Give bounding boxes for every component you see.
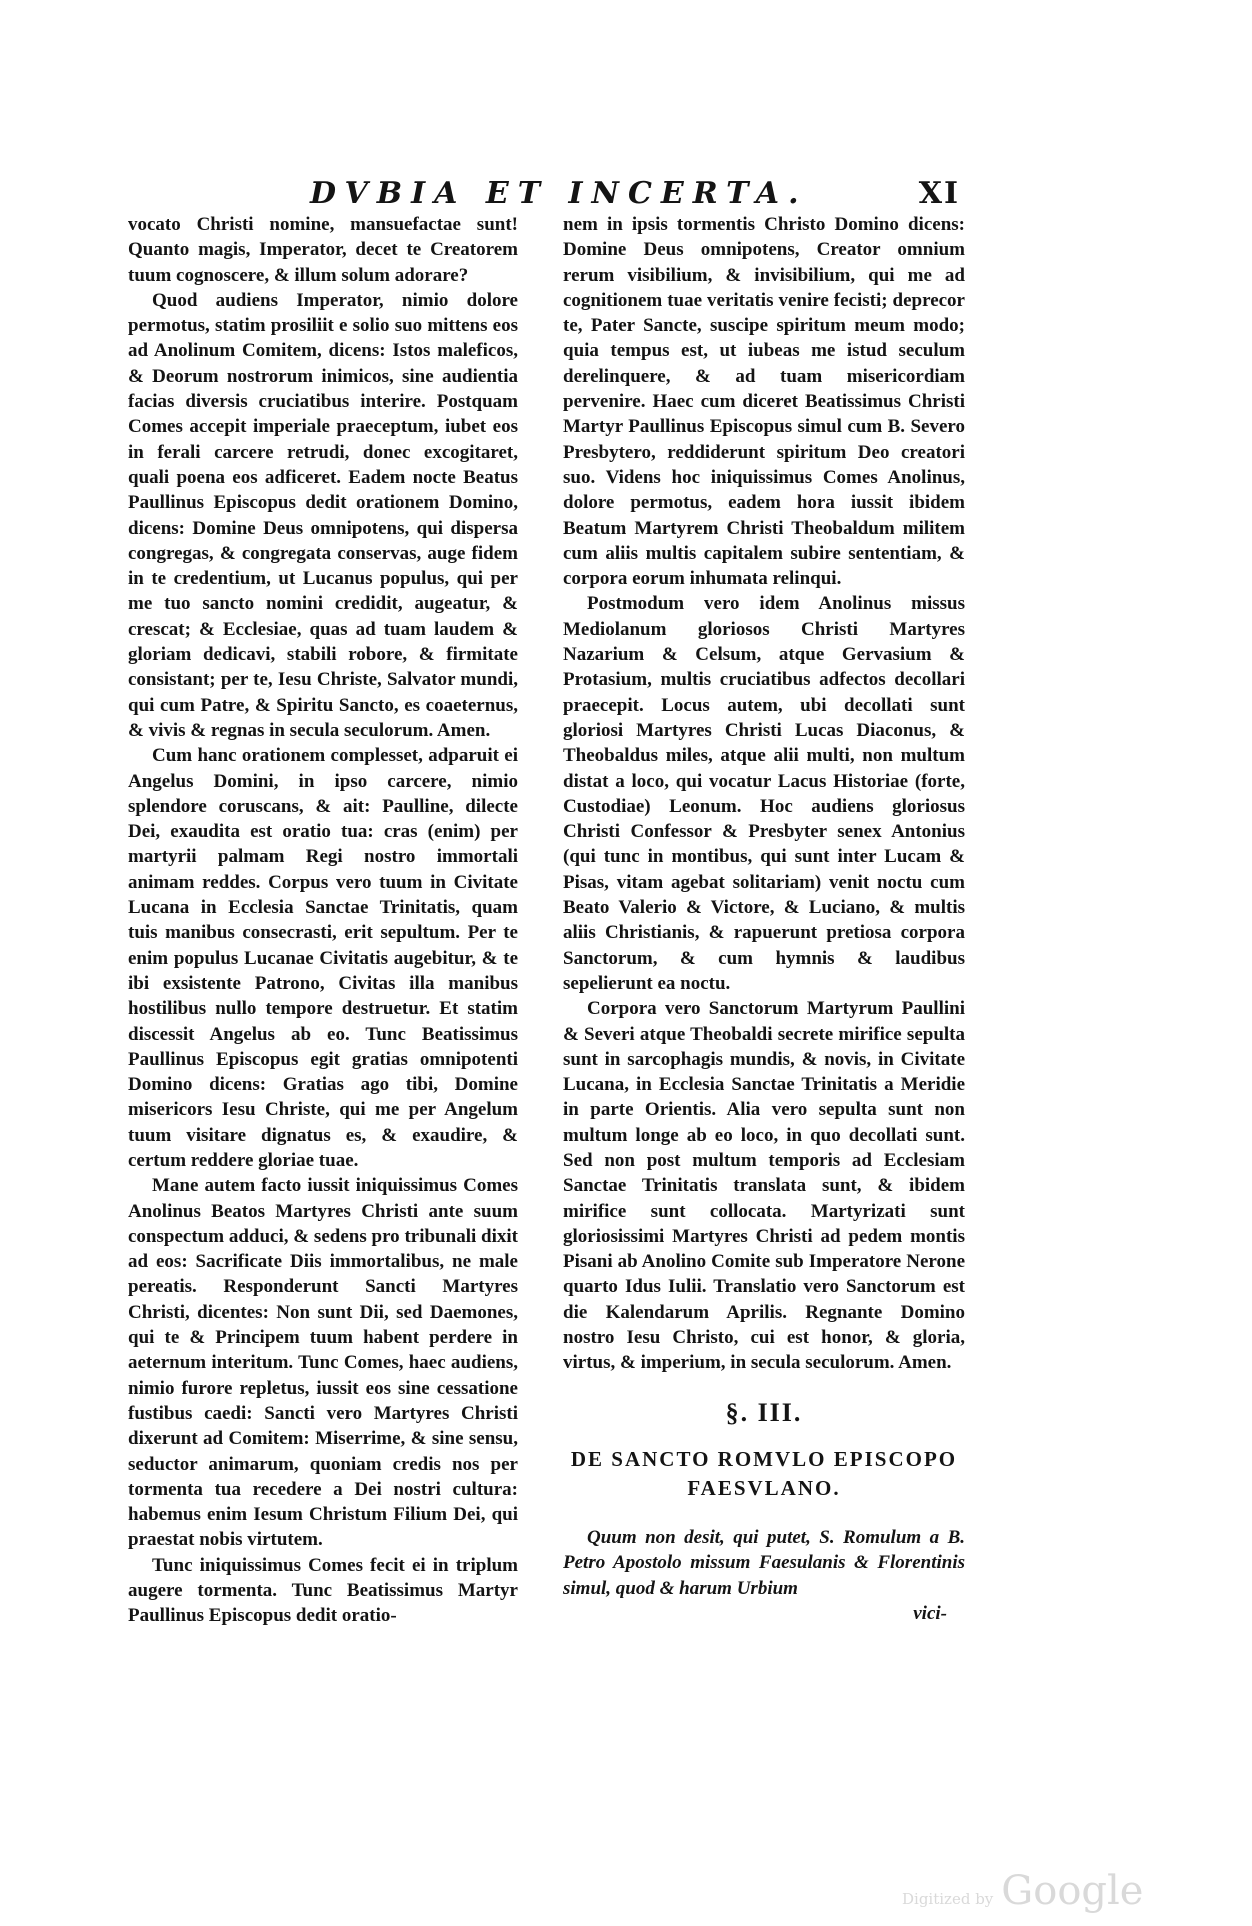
digitization-watermark: [902, 1868, 1143, 1914]
paragraph: Mane autem facto iussit iniquissimus Comes Anolinus Beatos Martyres Christi ante suum conspectum adduci, & sedens pro tribunali dixit ad eos: Sacrificate Diis immortalibus, ne male pereatis. Responderunt Sancti Martyres Christi, dicentes: Non sunt Dii, sed Daemones, qui te & Principem tuum habent perdere in aeternum interitum. Tunc Comes, haec audiens, nimio furore repletus, iussit eos sine cessatione fustibus caedi: Sancti vero Martyres Christi dixerunt ad Comitem: Miserrime, & sine sensu, seductor animarum, quoniam credis nos per tormenta tua recedere a Dei nostri cultura: habemus enim Iesum Christum Filium Dei, qui praestat nobis virtutem.: [128, 1175, 518, 1551]
running-title: DVBIA ET INCERTA.: [310, 176, 808, 211]
section-title-line: DE SANCTO ROMVLO EPISCOPO: [570, 1446, 958, 1471]
paragraph: Corpora vero Sanctorum Martyrum Paullini & Severi atque Theobaldi secrete mirifice sepulta sunt in sarcophagis mundis, & novis, in Civitate Lucana, in Ecclesia Sanctae Trinitatis a Meridie in parte Orientis. Alia vero sepulta sunt non multum longe ab eo loco, in quo decollati sunt. Sed non post multum temporis ad Ecclesiam Sanctae Trinitatis translata sunt, & ibidem mirifice sunt collocata. Martyrizati sunt gloriosissimi Martyres Christi ad pedem montis Pisani ab Anolino Comite sub Imperatore Nerone quarto Idus Iulii. Translatio vero Sanctorum est die Kalendarum Aprilis. Regnante Domino nostro Iesu Christo, cui est honor, & gloria, virtus, & imperium, in secula seculorum. Amen.: [563, 998, 965, 1374]
paragraph: Postmodum vero idem Anolinus missus Mediolanum gloriosos Christi Martyres Nazarium & Celsum, atque Gervasium & Protasium, multis cruciatibus adfectos decollari praecepit. Locus autem, ubi decollati sunt gloriosi Martyres Christi Lucas Diaconus, & Theobaldus miles, atque alii multi, non multum distat a loco, qui vocatur Lacus Historiae (forte, Custodiae) Leonum. Hoc audiens gloriosus Christi Confessor & Presbyter senex Antonius (qui tunc in montibus, qui sunt inter Lucam & Pisas, vitam agebat solitariam) venit noctu cum Beato Valerio & Victore, & Luciano, & multis aliis Christianis, & rapuerunt pretiosa corpora Sanctorum, & cum hymnis & laudibus sepelierunt ea noctu.: [563, 593, 965, 994]
watermark-prefix: Digitized by: [902, 1890, 994, 1908]
section-title-line: FAESVLANO.: [687, 1475, 841, 1500]
paragraph: nem in ipsis tormentis Christo Domino dicens: Domine Deus omnipotens, Creator omnium rerum visibilium, & invisibilium, qui me ad cognitionem tuae veritatis venire fecisti; deprecor te, Pater Sancte, suscipe spiritum meum modo; quia tempus est, ut iubeas me istud seculum derelinquere, & ad tuam misericordiam pervenire. Haec cum diceret Beatissimus Christi Martyr Paullinus Episcopus simul cum B. Severo Presbytero, reddiderunt spiritum Deo creatori suo. Videns hoc iniquissimus Comes Anolinus, dolore permotus, eadem hora iussit ibidem Beatum Martyrem Christi Theobaldum militem cum aliis multis capitalem subire sententiam, & corpora eorum inhumata relinqui.: [563, 214, 965, 590]
running-head: [310, 176, 960, 216]
section-mark: §. III.: [725, 1397, 803, 1427]
paragraph: Quod audiens Imperator, nimio dolore permotus, statim prosiliit e solio suo mittens eos ad Anolinum Comitem, dicens: Istos maleficos, & Deorum nostrorum inimicos, sine audientia facias diversis cruciatibus interire. Postquam Comes accepit imperiale praeceptum, iubet eos in ferali carcere retrudi, donec excogitaret, quali poena eos adficeret. Eadem nocte Beatus Paullinus Episcopus dedit orationem Domino, dicens: Domine Deus omnipotens, qui dispersa congregas, & congregata conservas, auge fidem in te credentium, ut Lucanus populus, qui per me tuo sancto nomini credidit, augeatur, & crescat; & Ecclesiae, quas ad tuam laudem & gloriam dedicavi, stabili robore, & firmitate consistant; per te, Iesu Christe, Salvator mundi, qui cum Patre, & Spiritu Sancto, es coaeternus, & vivis & regnas in secula seculorum. Amen.: [128, 289, 518, 741]
paragraph: Cum hanc orationem complesset, adparuit ei Angelus Domini, in ipso carcere, nimio splendore coruscans, & ait: Paulline, dilecte Dei, exaudita est oratio tua: cras (enim) per martyrii palmam Regi nostro immortali animam reddes. Corpus vero tuum in Civitate Lucana in Ecclesia Sanctae Trinitatis, quam tuis manibus consecrasti, erit sepultum. Per te enim populus Lucanae Civitatis augebitur, & te ibi exsistente Patrono, Civitas illa manibus hostilibus nullo tempore destruetur. Et statim discessit Angelus ab eo. Tunc Beatissimus Paullinus Episcopus egit gratias omnipotenti Domino dicens: Gratias ago tibi, Domine misericors Iesu Christe, qui me per Angelum tuum visitare dignatus es, & exaudire, & certum reddere gloriae tuae.: [128, 745, 518, 1171]
right-column: [563, 212, 965, 1626]
left-column: [128, 212, 518, 1629]
catchword: vici-: [913, 1602, 947, 1624]
paragraph: Tunc iniquissimus Comes fecit ei in triplum augere tormenta. Tunc Beatissimus Martyr Paullinus Episcopus dedit oratio-: [128, 1554, 518, 1627]
paragraph: vocato Christi nomine, mansuefactae sunt! Quanto magis, Imperator, decet te Creatorem tuum cognoscere, & illum solum adorare?: [128, 214, 518, 286]
page-number: XI: [918, 176, 960, 211]
section-title: [563, 1445, 965, 1503]
section-intro: Quum non desit, qui putet, S. Romulum a B. Petro Apostolo missum Faesulanis & Florentinis simul, quod & harum Urbium: [563, 1526, 965, 1599]
watermark-brand: Google: [1001, 1868, 1144, 1914]
